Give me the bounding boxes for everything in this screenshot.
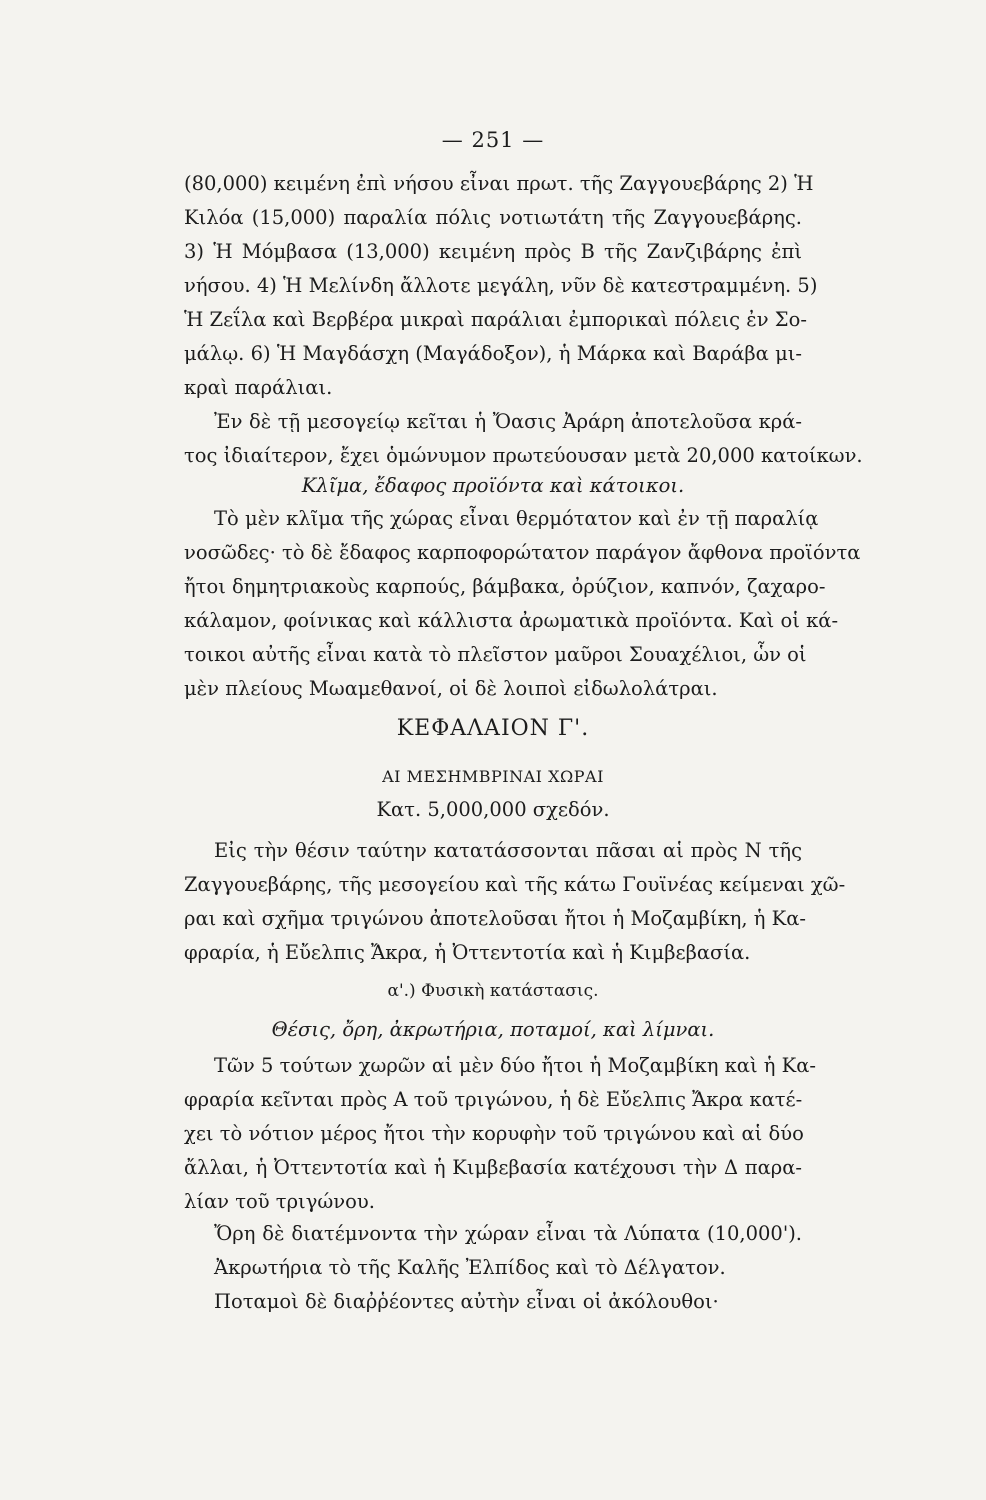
text-line: χει τὸ νότιον μέρος ἤτοι τὴν κορυφὴν τοῦ τριγώνου καὶ αἱ δύο (184, 1122, 804, 1145)
text-line: ἄλλαι, ἡ Ὀττεντοτία καὶ ἡ Κιμβεβασία κατέχουσι τὴν Δ παρα- (184, 1156, 802, 1179)
text-line: Τὸ μὲν κλῖμα τῆς χώρας εἶναι θερμότατον καὶ ἐν τῇ παραλίᾳ (214, 507, 819, 530)
text-line: τος ἰδιαίτερον, ἔχει ὁμώνυμον πρωτεύουσαν μετὰ 20,000 κατοίκων. (184, 444, 863, 467)
text-line: ραι καὶ σχῆμα τριγώνου ἀποτελοῦσαι ἤτοι ἡ Μοζαμβίκη, ἡ Κα- (184, 907, 806, 930)
text-line: φραρία κεῖνται πρὸς Α τοῦ τριγώνου, ἡ δὲ Εὔελπις Ἄκρα κατέ- (184, 1088, 803, 1111)
section-subheading: Θέσις, ὄρη, ἀκρωτήρια, ποταμοί, καὶ λίμναι. (271, 1018, 715, 1041)
text-line: τοικοι αὐτῆς εἶναι κατὰ τὸ πλεῖστον μαῦροι Σουαχέλιοι, ὧν οἱ (184, 643, 807, 666)
text-line: κάλαμον, φοίνικας καὶ κάλλιστα ἀρωματικὰ προϊόντα. Καὶ οἱ κά- (184, 609, 839, 632)
section-subheading: Κλῖμα, ἔδαφος προϊόντα καὶ κάτοικοι. (301, 474, 685, 497)
text-line: Ἐν δὲ τῇ μεσογείῳ κεῖται ἡ Ὄασις Ἀράρη ἀποτελοῦσα κρά- (214, 410, 802, 433)
text-line: μάλῳ. 6) Ἡ Μαγδάσχη (Μαγάδοξον), ἡ Μάρκα καὶ Βαράβα μι- (184, 342, 802, 365)
text-line: κραὶ παράλιαι. (184, 376, 333, 399)
chapter-subtitle: ΑΙ ΜΕΣΗΜΒΡΙΝΑΙ ΧΩΡΑΙ (382, 767, 604, 786)
section-heading: α'.) Φυσικὴ κατάστασις. (387, 981, 599, 1001)
page-number: — 251 — (441, 128, 545, 152)
text-line: (80,000) κειμένη ἐπὶ νήσου εἶναι πρωτ. τῆς Ζαγγουεβάρης 2) Ἡ (184, 172, 814, 195)
text-line: 3) Ἡ Μόμβασα (13,000) κειμένη πρὸς Β τῆς Ζανζιβάρης ἐπὶ (184, 240, 802, 263)
text-line: Τῶν 5 τούτων χωρῶν αἱ μὲν δύο ἤτοι ἡ Μοζαμβίκη καὶ ἡ Κα- (214, 1054, 817, 1077)
text-line: Ποταμοὶ δὲ διαῤῥέοντες αὐτὴν εἶναι οἱ ἀκόλουθοι· (214, 1290, 719, 1313)
text-line: λίαν τοῦ τριγώνου. (184, 1190, 375, 1213)
text-line: μὲν πλείους Μωαμεθανοί, οἱ δὲ λοιποὶ εἰδωλολάτραι. (184, 677, 718, 700)
text-line: Ζαγγουεβάρης, τῆς μεσογείου καὶ τῆς κάτω Γουϊνέας κείμεναι χῶ- (184, 873, 846, 896)
text-line: νήσου. 4) Ἡ Μελίνδη ἄλλοτε μεγάλη, νῦν δὲ κατεστραμμένη. 5) (184, 274, 818, 297)
text-line: νοσῶδες· τὸ δὲ ἔδαφος καρποφορώτατον παράγον ἄφθονα προϊόντα (184, 541, 861, 564)
body-text (184, 0, 863, 1500)
text-line: Ἀκρωτήρια τὸ τῆς Καλῆς Ἐλπίδος καὶ τὸ Δέλγατον. (214, 1256, 726, 1279)
text-line: ἤτοι δημητριακοὺς καρπούς, βάμβακα, ὀρύζιον, καπνόν, ζαχαρο- (184, 575, 826, 598)
text-line: Κιλόα (15,000) παραλία πόλις νοτιωτάτη τῆς Ζαγγουεβάρης. (184, 206, 802, 229)
text-line: φραρία, ἡ Εὔελπις Ἄκρα, ἡ Ὀττεντοτία καὶ ἡ Κιμβεβασία. (184, 941, 751, 964)
text-line: Ἡ Ζεΐλα καὶ Βερβέρα μικραὶ παράλιαι ἐμπορικαὶ πόλεις ἐν Σο- (184, 308, 807, 331)
chapter-title: ΚΕΦΑΛΑΙΟΝ Γ'. (396, 716, 590, 741)
population-note: Κατ. 5,000,000 σχεδόν. (376, 798, 610, 821)
text-line: Ὄρη δὲ διατέμνοντα τὴν χώραν εἶναι τὰ Λύπατα (10,000'). (214, 1222, 802, 1245)
text-line: Εἰς τὴν θέσιν ταύτην κατατάσσονται πᾶσαι αἱ πρὸς Ν τῆς (214, 839, 802, 862)
